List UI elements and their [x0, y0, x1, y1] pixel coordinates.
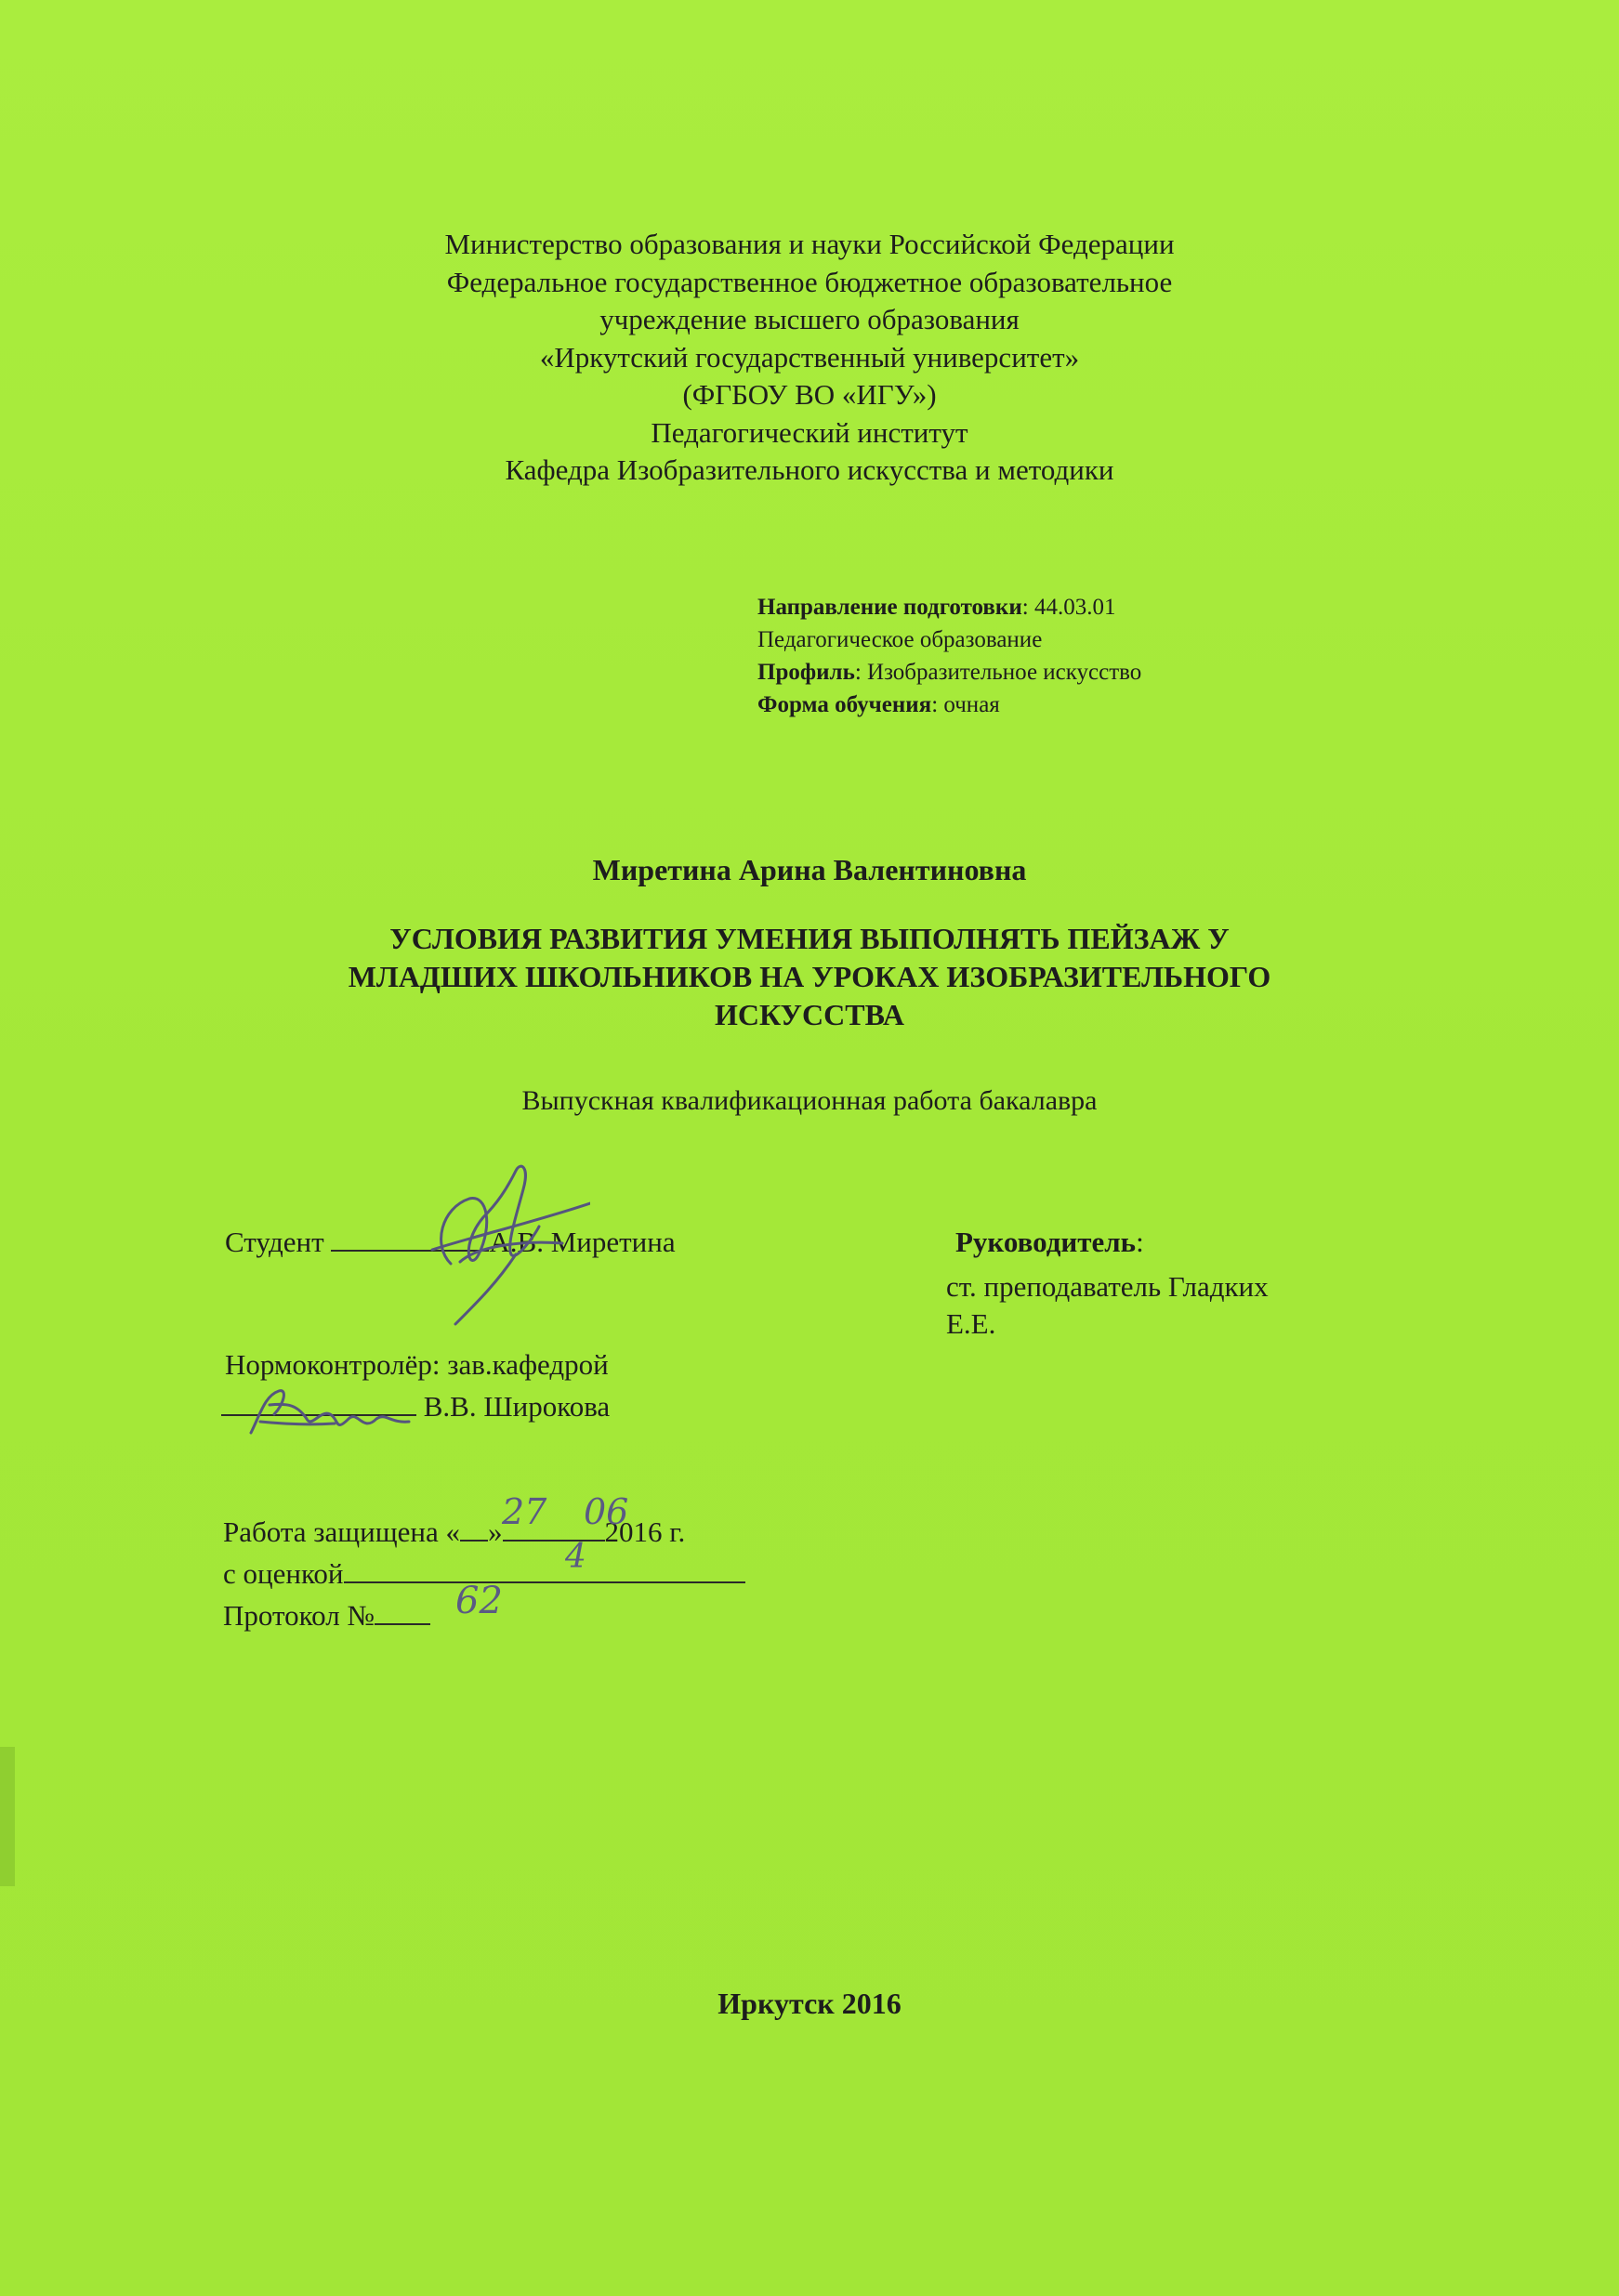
profile-label: Профиль	[757, 660, 855, 685]
department-name: Кафедра Изобразительного искусства и методики	[505, 453, 1114, 486]
form-label: Форма обучения	[757, 692, 932, 717]
grade-handwritten: 4	[565, 1538, 586, 1576]
student-name: А.В. Миретина	[489, 1226, 676, 1258]
normcontrol-label: Нормоконтролёр: зав.кафедрой	[225, 1348, 609, 1381]
title-line-1: УСЛОВИЯ РАЗВИТИЯ УМЕНИЯ ВЫПОЛНЯТЬ ПЕЙЗАЖ У	[389, 922, 1230, 955]
direction-label: Направление подготовки	[757, 595, 1022, 620]
profile-value: : Изобразительное искусство	[854, 660, 1142, 685]
defense-month-handwritten: 06	[584, 1491, 629, 1532]
city-year: Иркутск 2016	[717, 1987, 902, 2020]
defense-close-quote: »	[488, 1515, 503, 1548]
normcontrol-name: В.В. Широкова	[423, 1390, 611, 1423]
federal-line: Федеральное государственное бюджетное образовательное	[446, 265, 1173, 298]
grade-blank	[344, 1556, 745, 1583]
title-line-2: МЛАДШИХ ШКОЛЬНИКОВ НА УРОКАХ ИЗОБРАЗИТЕЛЬНОГО	[348, 960, 1271, 993]
student-label: Студент	[225, 1226, 324, 1258]
author-name: Миретина Арина Валентиновна	[592, 853, 1027, 886]
form-value: : очная	[931, 692, 1000, 717]
student-signature	[376, 1152, 590, 1329]
defense-day-blank	[460, 1515, 488, 1542]
protocol-handwritten: 62	[455, 1580, 503, 1622]
ministry-line: Министерство образования и науки Российской Федерации	[444, 228, 1175, 260]
title-line-3: ИСКУССТВА	[714, 998, 905, 1031]
protocol-line	[223, 1598, 430, 1633]
work-type: Выпускная квалификационная работа бакалавра	[521, 1085, 1098, 1116]
protocol-blank	[375, 1598, 430, 1625]
direction-name: Педагогическое образование	[757, 627, 1043, 652]
institute-name: Педагогический институт	[651, 415, 968, 449]
protocol-label: Протокол №	[223, 1599, 375, 1632]
institution-type-line: учреждение высшего образования	[599, 303, 1020, 335]
grade-label: с оценкой	[223, 1557, 344, 1590]
scan-edge-mark	[0, 1747, 15, 1886]
defense-day-handwritten: 27	[502, 1491, 547, 1532]
thesis-title	[0, 920, 1619, 1034]
university-name: «Иркутский государственный университет»	[539, 340, 1080, 374]
supervisor-label: Руководитель	[955, 1226, 1137, 1258]
supervisor-label-line: Руководитель:	[955, 1226, 1144, 1258]
direction-block	[757, 591, 1141, 721]
supervisor-position: ст. преподаватель Гладких	[946, 1270, 1269, 1303]
institution-block	[0, 226, 1619, 490]
supervisor-initials: Е.Е.	[946, 1307, 996, 1340]
direction-code: : 44.03.01	[1021, 595, 1116, 620]
normcontrol-signature	[223, 1377, 428, 1451]
university-abbr: (ФГБОУ ВО «ИГУ»)	[682, 378, 937, 411]
defense-year: 2016 г.	[604, 1515, 686, 1548]
defense-label: Работа защищена «	[223, 1515, 460, 1548]
